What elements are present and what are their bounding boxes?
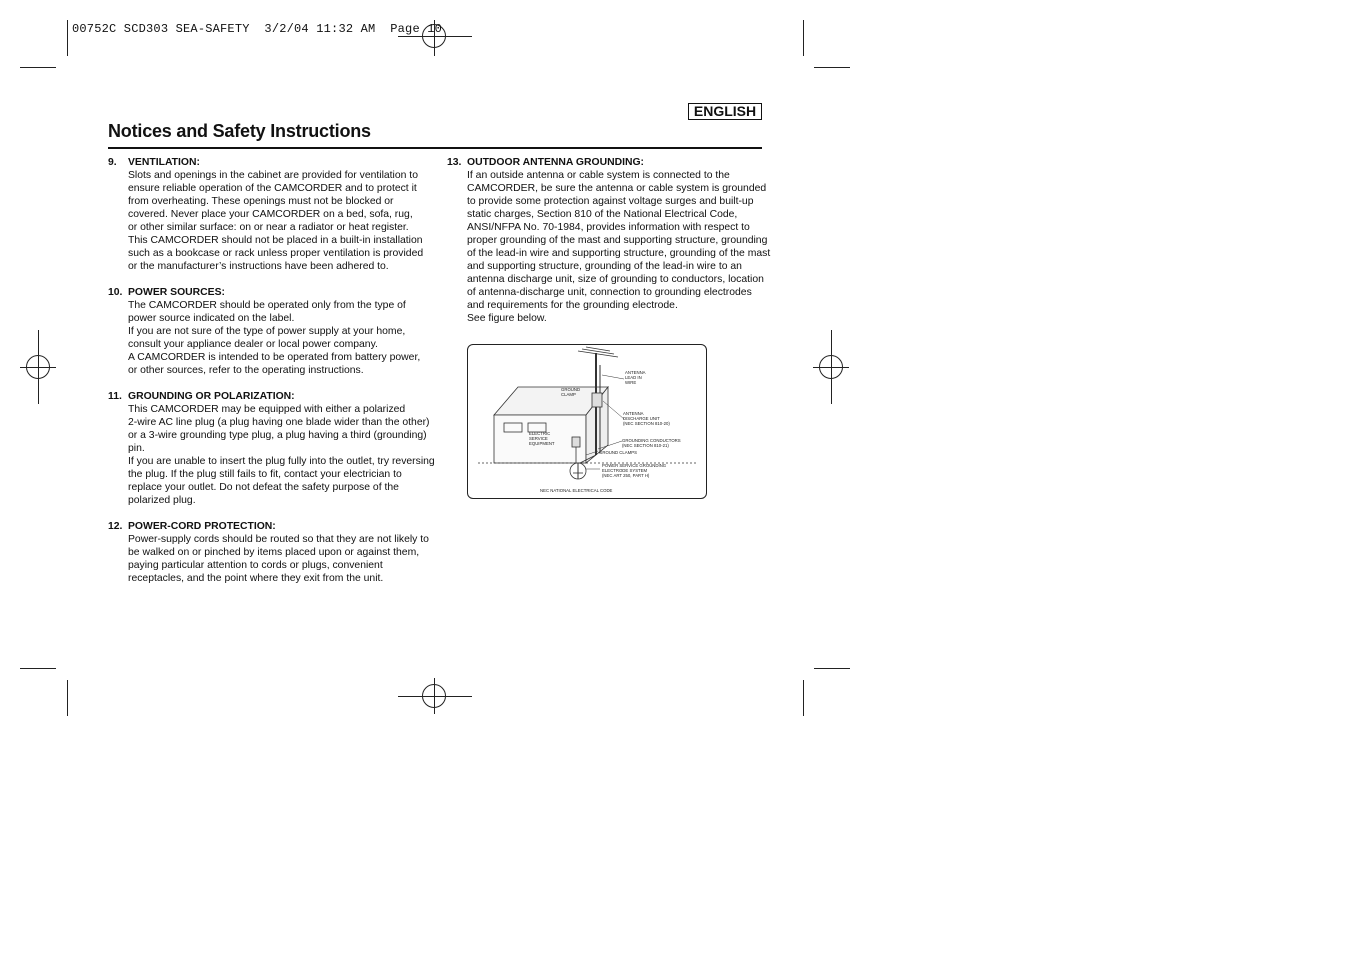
body-line: to provide some protection against voltage surges and built-up <box>467 196 754 207</box>
label-discharge-unit: ANTENNA DISCHARGE UNIT (NEC SECTION 810-20) <box>623 411 670 426</box>
label-grounding-conductors: GROUNDING CONDUCTORS (NEC SECTION 810-21) <box>622 438 681 448</box>
crop-mark <box>803 20 804 56</box>
body-line: antenna discharge unit, size of grounding to conductors, location <box>467 274 764 285</box>
section-number: 12. <box>108 521 123 532</box>
label-antenna-lead-in: ANTENNA LEAD IN WIRE <box>625 370 646 385</box>
print-slug: 00752C SCD303 SEA-SAFETY 3/2/04 11:32 AM Page 10 <box>72 22 443 36</box>
registration-circle <box>26 355 50 379</box>
label-nec: NEC NATIONAL ELECTRICAL CODE <box>540 488 613 493</box>
label-ground-clamps: GROUND CLAMPS <box>599 450 637 455</box>
registration-circle <box>422 684 446 708</box>
body-line: static charges, Section 810 of the National Electrical Code, <box>467 209 738 220</box>
crop-mark <box>814 668 850 669</box>
body-line: power source indicated on the label. <box>128 313 295 324</box>
body-line: If you are not sure of the type of power supply at your home, <box>128 326 406 337</box>
body-line: of the lead-in wire and supporting structure, grounding of the mast <box>467 248 771 259</box>
section-heading: VENTILATION: <box>128 157 200 168</box>
body-line: replace your outlet. Do not defeat the safety purpose of the <box>128 482 399 493</box>
body-line: proper grounding of the mast and supporting structure, grounding <box>467 235 768 246</box>
body-line: If you are unable to insert the plug fully into the outlet, try reversing <box>128 456 435 467</box>
body-line: A CAMCORDER is intended to be operated from battery power, <box>128 352 421 363</box>
section-heading: OUTDOOR ANTENNA GROUNDING: <box>467 157 645 168</box>
section-heading: POWER-CORD PROTECTION: <box>128 521 276 532</box>
electric-service-box <box>572 437 580 447</box>
body-line: or the manufacturer’s instructions have been adhered to. <box>128 261 389 272</box>
crop-mark <box>20 67 56 68</box>
section-number: 13. <box>447 157 462 168</box>
antenna-grounding-diagram <box>468 345 706 498</box>
body-line: See figure below. <box>467 313 547 324</box>
page-title: Notices and Safety Instructions <box>108 121 371 141</box>
section-body <box>128 533 429 585</box>
body-line: covered. Never place your CAMCORDER on a bed, sofa, rug, <box>128 209 413 220</box>
body-line: be walked on or pinched by items placed upon or against them, <box>128 547 420 558</box>
section-heading: GROUNDING OR POLARIZATION: <box>128 391 295 402</box>
body-line: ensure reliable operation of the CAMCORDER and to protect it <box>128 183 417 194</box>
body-line: pin. <box>128 443 145 454</box>
body-line: the plug. If the plug still fails to fit, contact your electrician to <box>128 469 402 480</box>
crop-mark <box>803 680 804 716</box>
section-body <box>467 169 770 325</box>
body-line: consult your appliance dealer or local power company. <box>128 339 378 350</box>
body-line: of antenna-discharge unit, connection to grounding electrodes <box>467 287 752 298</box>
section-number: 10. <box>108 287 123 298</box>
body-line: receptacles, and the point where they exit from the unit. <box>128 573 384 584</box>
label-ground-clamp: GROUND CLAMP <box>561 387 581 397</box>
section-number: 9. <box>108 157 117 168</box>
body-line: and requirements for the grounding electrode. <box>467 300 678 311</box>
discharge-unit <box>592 393 602 407</box>
section-body <box>128 403 435 507</box>
body-line: The CAMCORDER should be operated only from the type of <box>128 300 406 311</box>
body-line: or a 3-wire grounding type plug, a plug having a third (grounding) <box>128 430 427 441</box>
crop-mark <box>67 680 68 716</box>
body-line: or other similar surface: on or near a radiator or heat register. <box>128 222 409 233</box>
body-line: polarized plug. <box>128 495 196 506</box>
body-line: ANSI/NFPA No. 70-1984, provides information with respect to <box>467 222 750 233</box>
registration-circle <box>819 355 843 379</box>
crop-mark <box>20 668 56 669</box>
body-line: This CAMCORDER should not be placed in a built-in installation <box>128 235 423 246</box>
label-electric-equipment: ELECTRIC SERVICE EQUIPMENT <box>529 431 555 446</box>
leader-line <box>602 375 624 379</box>
body-line: such as a bookcase or rack unless proper ventilation is provided <box>128 248 424 259</box>
body-line: and supporting structure, grounding of the lead-in wire to an <box>467 261 742 272</box>
section-number: 11. <box>108 391 122 402</box>
crop-mark <box>814 67 850 68</box>
crop-mark <box>67 20 68 56</box>
section-body <box>128 169 423 273</box>
section-body <box>128 299 420 377</box>
body-line: paying particular attention to cords or plugs, convenient <box>128 560 383 571</box>
body-line: from overheating. These openings must not be blocked or <box>128 196 394 207</box>
body-line: CAMCORDER, be sure the antenna or cable system is grounded <box>467 183 767 194</box>
section-heading: POWER SOURCES: <box>128 287 225 298</box>
antenna-grounding-figure <box>467 344 707 499</box>
body-line: This CAMCORDER may be equipped with either a polarized <box>128 404 406 415</box>
body-line: If an outside antenna or cable system is connected to the <box>467 170 730 181</box>
body-line: 2-wire AC line plug (a plug having one blade wider than the other) <box>128 417 430 428</box>
body-line: or other sources, refer to the operating instructions. <box>128 365 364 376</box>
label-electrode-system: POWER SERVICE GROUNDING ELECTRODE SYSTEM (NEC ART 250, PART H) <box>602 463 667 478</box>
language-tag: ENGLISH <box>688 103 762 120</box>
body-line: Slots and openings in the cabinet are provided for ventilation to <box>128 170 418 181</box>
body-line: Power-supply cords should be routed so that they are not likely to <box>128 534 429 545</box>
antenna-element <box>582 349 614 354</box>
title-rule <box>108 147 762 149</box>
